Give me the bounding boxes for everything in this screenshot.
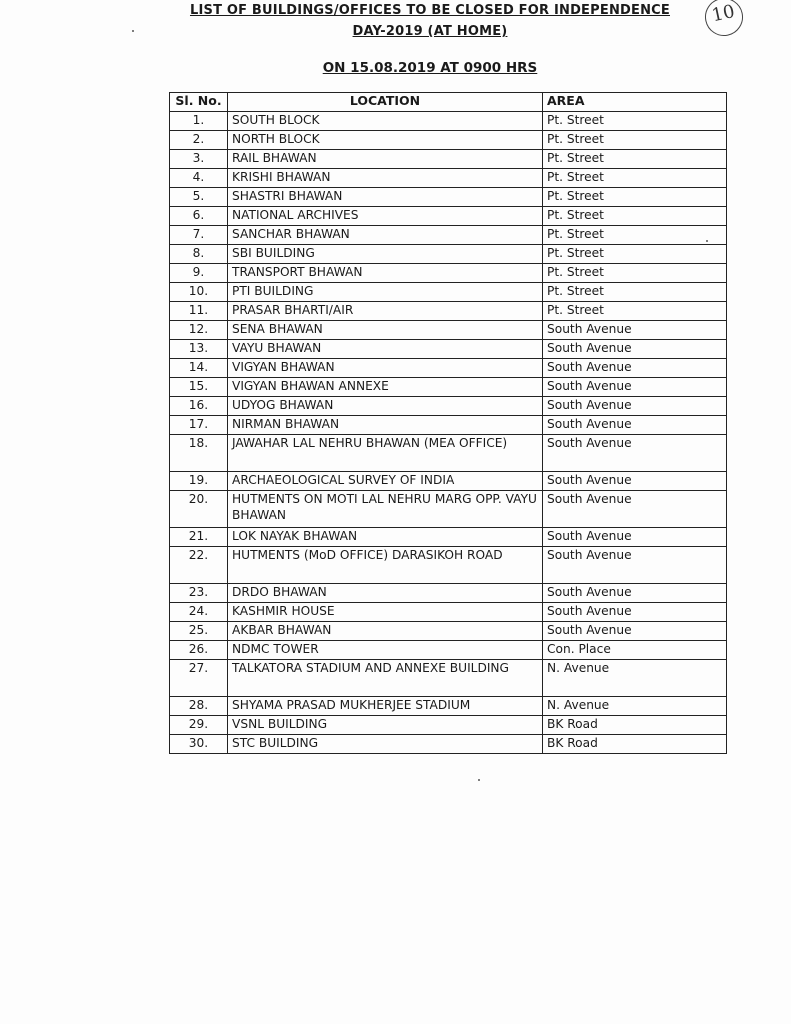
table-row xyxy=(170,603,727,622)
cell-sl-no: 2. xyxy=(170,131,228,150)
cell-location: NATIONAL ARCHIVES xyxy=(228,207,543,226)
cell-area: South Avenue xyxy=(543,584,727,603)
cell-area: Pt. Street xyxy=(543,264,727,283)
cell-sl-no: 25. xyxy=(170,622,228,641)
cell-area: Con. Place xyxy=(543,641,727,660)
cell-sl-no: 26. xyxy=(170,641,228,660)
cell-location: HUTMENTS ON MOTI LAL NEHRU MARG OPP. VAYU BHAWAN xyxy=(228,491,543,528)
table-row xyxy=(170,641,727,660)
document-title-line-1: LIST OF BUILDINGS/OFFICES TO BE CLOSED FOR INDEPENDENCE xyxy=(189,3,670,18)
cell-sl-no: 4. xyxy=(170,169,228,188)
cell-location: JAWAHAR LAL NEHRU BHAWAN (MEA OFFICE) xyxy=(228,435,543,472)
cell-area: South Avenue xyxy=(543,359,727,378)
cell-area: Pt. Street xyxy=(543,188,727,207)
cell-location: SANCHAR BHAWAN xyxy=(228,226,543,245)
cell-area: South Avenue xyxy=(543,622,727,641)
table-row xyxy=(170,245,727,264)
table-row xyxy=(170,660,727,697)
cell-location: STC BUILDING xyxy=(228,735,543,754)
cell-location: ARCHAEOLOGICAL SURVEY OF INDIA xyxy=(228,472,543,491)
cell-location: NIRMAN BHAWAN xyxy=(228,416,543,435)
cell-sl-no: 20. xyxy=(170,491,228,528)
cell-area: South Avenue xyxy=(543,603,727,622)
cell-location: UDYOG BHAWAN xyxy=(228,397,543,416)
cell-location: DRDO BHAWAN xyxy=(228,584,543,603)
cell-sl-no: 15. xyxy=(170,378,228,397)
handwritten-page-number: 10 xyxy=(701,0,746,40)
table-header-row xyxy=(170,93,727,112)
table-row xyxy=(170,188,727,207)
cell-sl-no: 19. xyxy=(170,472,228,491)
cell-area: South Avenue xyxy=(543,547,727,584)
cell-sl-no: 14. xyxy=(170,359,228,378)
table-row xyxy=(170,435,727,472)
cell-sl-no: 24. xyxy=(170,603,228,622)
table-row xyxy=(170,169,727,188)
cell-area: Pt. Street xyxy=(543,226,727,245)
table-row xyxy=(170,112,727,131)
cell-area: BK Road xyxy=(543,735,727,754)
table-row xyxy=(170,397,727,416)
cell-area: Pt. Street xyxy=(543,169,727,188)
cell-location: RAIL BHAWAN xyxy=(228,150,543,169)
table-row xyxy=(170,378,727,397)
header-location: LOCATION xyxy=(228,93,543,112)
cell-sl-no: 29. xyxy=(170,716,228,735)
cell-area: South Avenue xyxy=(543,416,727,435)
table-row xyxy=(170,716,727,735)
table-row xyxy=(170,264,727,283)
table-row xyxy=(170,491,727,528)
cell-area: Pt. Street xyxy=(543,245,727,264)
table-row xyxy=(170,359,727,378)
table-row xyxy=(170,735,727,754)
table-row xyxy=(170,584,727,603)
table-row xyxy=(170,547,727,584)
cell-area: Pt. Street xyxy=(543,131,727,150)
cell-location: NORTH BLOCK xyxy=(228,131,543,150)
table-row xyxy=(170,226,727,245)
document-subtitle: ON 15.08.2019 AT 0900 HRS xyxy=(322,60,538,76)
cell-sl-no: 30. xyxy=(170,735,228,754)
cell-sl-no: 3. xyxy=(170,150,228,169)
table-row xyxy=(170,472,727,491)
cell-area: South Avenue xyxy=(543,378,727,397)
cell-area: N. Avenue xyxy=(543,660,727,697)
cell-sl-no: 5. xyxy=(170,188,228,207)
cell-sl-no: 13. xyxy=(170,340,228,359)
table-row xyxy=(170,340,727,359)
cell-area: South Avenue xyxy=(543,491,727,528)
table-row xyxy=(170,416,727,435)
cell-area: Pt. Street xyxy=(543,283,727,302)
cell-sl-no: 7. xyxy=(170,226,228,245)
cell-location: SOUTH BLOCK xyxy=(228,112,543,131)
cell-location: TALKATORA STADIUM AND ANNEXE BUILDING xyxy=(228,660,543,697)
cell-sl-no: 27. xyxy=(170,660,228,697)
cell-sl-no: 11. xyxy=(170,302,228,321)
cell-location: HUTMENTS (MoD OFFICE) DARASIKOH ROAD xyxy=(228,547,543,584)
cell-sl-no: 6. xyxy=(170,207,228,226)
cell-area: South Avenue xyxy=(543,528,727,547)
cell-sl-no: 10. xyxy=(170,283,228,302)
cell-area: South Avenue xyxy=(543,472,727,491)
cell-location: PTI BUILDING xyxy=(228,283,543,302)
table-row xyxy=(170,150,727,169)
cell-sl-no: 12. xyxy=(170,321,228,340)
cell-sl-no: 17. xyxy=(170,416,228,435)
cell-sl-no: 21. xyxy=(170,528,228,547)
cell-area: N. Avenue xyxy=(543,697,727,716)
cell-area: Pt. Street xyxy=(543,207,727,226)
scan-speck xyxy=(132,30,134,32)
cell-sl-no: 16. xyxy=(170,397,228,416)
table-row xyxy=(170,302,727,321)
table-row xyxy=(170,697,727,716)
cell-sl-no: 18. xyxy=(170,435,228,472)
cell-location: VIGYAN BHAWAN xyxy=(228,359,543,378)
scan-speck xyxy=(478,779,480,781)
buildings-table xyxy=(169,92,727,754)
cell-area: BK Road xyxy=(543,716,727,735)
table-row xyxy=(170,283,727,302)
cell-location: KASHMIR HOUSE xyxy=(228,603,543,622)
cell-location: SHASTRI BHAWAN xyxy=(228,188,543,207)
cell-location: VAYU BHAWAN xyxy=(228,340,543,359)
table-row xyxy=(170,131,727,150)
cell-sl-no: 9. xyxy=(170,264,228,283)
cell-sl-no: 28. xyxy=(170,697,228,716)
cell-location: SENA BHAWAN xyxy=(228,321,543,340)
cell-sl-no: 22. xyxy=(170,547,228,584)
header-sl-no: Sl. No. xyxy=(170,93,228,112)
cell-location: PRASAR BHARTI/AIR xyxy=(228,302,543,321)
cell-location: VIGYAN BHAWAN ANNEXE xyxy=(228,378,543,397)
document-title-line-2: DAY-2019 (AT HOME) xyxy=(352,24,508,39)
cell-sl-no: 1. xyxy=(170,112,228,131)
cell-location: VSNL BUILDING xyxy=(228,716,543,735)
cell-area: Pt. Street xyxy=(543,112,727,131)
cell-area: South Avenue xyxy=(543,397,727,416)
cell-location: KRISHI BHAWAN xyxy=(228,169,543,188)
cell-area: Pt. Street xyxy=(543,150,727,169)
header-area: AREA xyxy=(543,93,727,112)
table-row xyxy=(170,321,727,340)
cell-sl-no: 8. xyxy=(170,245,228,264)
cell-location: AKBAR BHAWAN xyxy=(228,622,543,641)
cell-location: SBI BUILDING xyxy=(228,245,543,264)
cell-location: SHYAMA PRASAD MUKHERJEE STADIUM xyxy=(228,697,543,716)
table-row xyxy=(170,622,727,641)
cell-sl-no: 23. xyxy=(170,584,228,603)
cell-location: TRANSPORT BHAWAN xyxy=(228,264,543,283)
cell-area: South Avenue xyxy=(543,340,727,359)
cell-area: South Avenue xyxy=(543,321,727,340)
cell-area: Pt. Street xyxy=(543,302,727,321)
cell-location: NDMC TOWER xyxy=(228,641,543,660)
table-row xyxy=(170,528,727,547)
table-row xyxy=(170,207,727,226)
cell-location: LOK NAYAK BHAWAN xyxy=(228,528,543,547)
cell-area: South Avenue xyxy=(543,435,727,472)
